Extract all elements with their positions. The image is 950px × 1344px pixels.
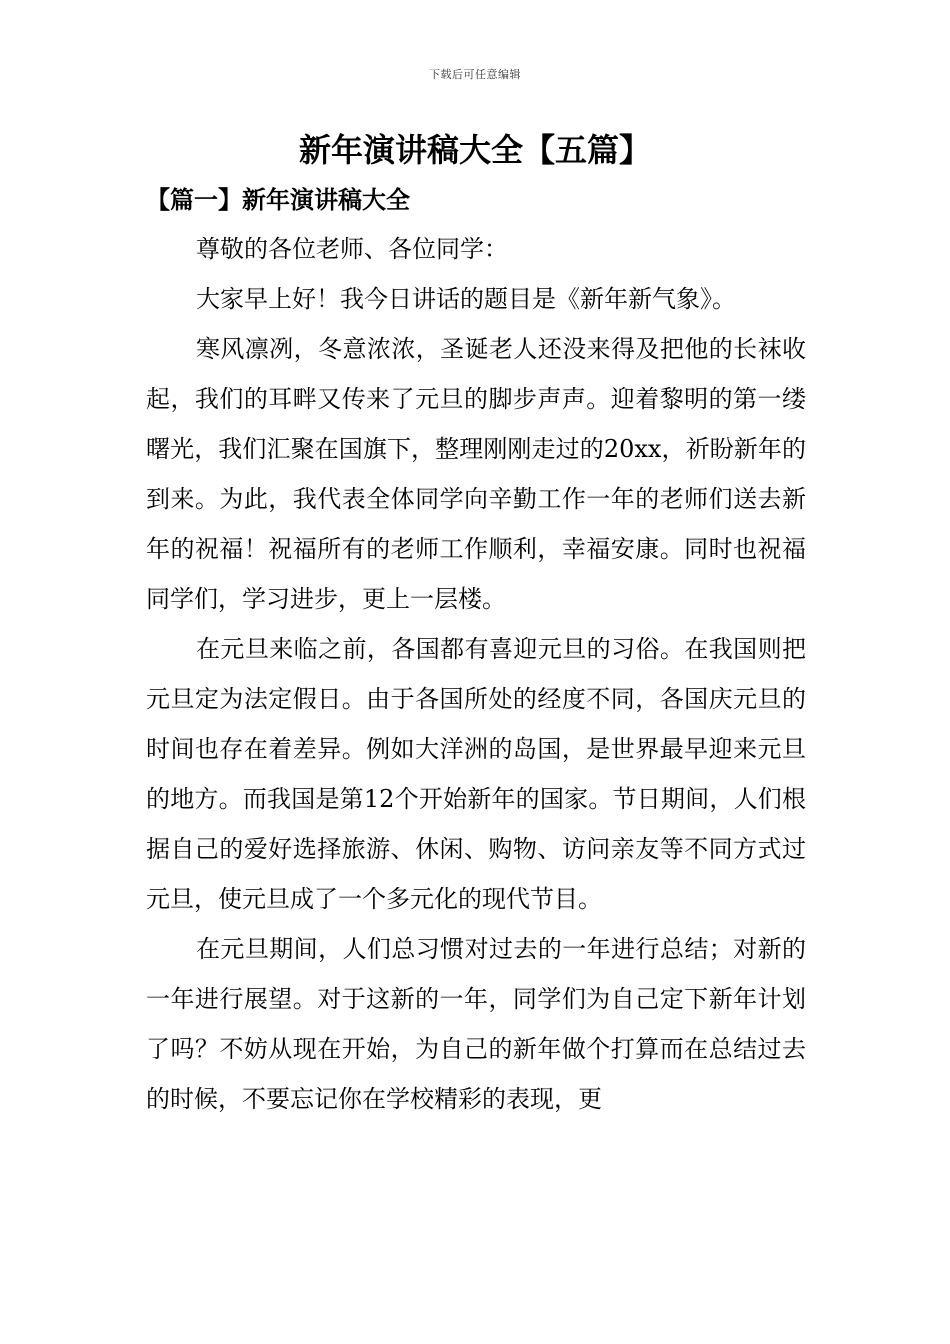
- paragraph-opening: 大家早上好！我今日讲话的题目是《新年新气象》。: [196, 285, 736, 313]
- paragraph-greeting: 尊敬的各位老师、各位同学：: [196, 235, 508, 263]
- paragraph: 在元旦期间，人们总习惯对过去的一年进行总结；对新的一年进行展望。对于这新的一年，同学们为自己定下新年计划了吗？不妨从现在开始，为自己的新年做个打算而在总结过去的时候，不要忘记你在学校精彩的表现，更: [146, 935, 806, 1113]
- paragraph: 在元旦来临之前，各国都有喜迎元旦的习俗。在我国则把元旦定为法定假日。由于各国所处的经度不同，各国庆元旦的时间也存在着差异。例如大洋洲的岛国，是世界最早迎来元旦的地方。而我国是第12个开始新年的国家。节日期间，人们根据自己的爱好选择旅游、休闲、购物、访问亲友等不同方式过元旦，使元旦成了一个多元化的现代节目。: [146, 635, 806, 913]
- section-heading: 【篇一】新年演讲稿大全: [146, 185, 410, 214]
- header-note: 下载后可任意编辑: [429, 68, 521, 81]
- paragraph: 寒风凛冽，冬意浓浓，圣诞老人还没来得及把他的长袜收起，我们的耳畔又传来了元旦的脚步声声。迎着黎明的第一缕曙光，我们汇聚在国旗下，整理刚刚走过的20xx，祈盼新年的到来。为此，我代表全体同学向辛勤工作一年的老师们送去新年的祝福！祝福所有的老师工作顺利，幸福安康。同时也祝福同学们，学习进步，更上一层楼。: [146, 335, 806, 613]
- document-title: 新年演讲稿大全【五篇】: [298, 131, 651, 169]
- document-body: [146, 224, 806, 1124]
